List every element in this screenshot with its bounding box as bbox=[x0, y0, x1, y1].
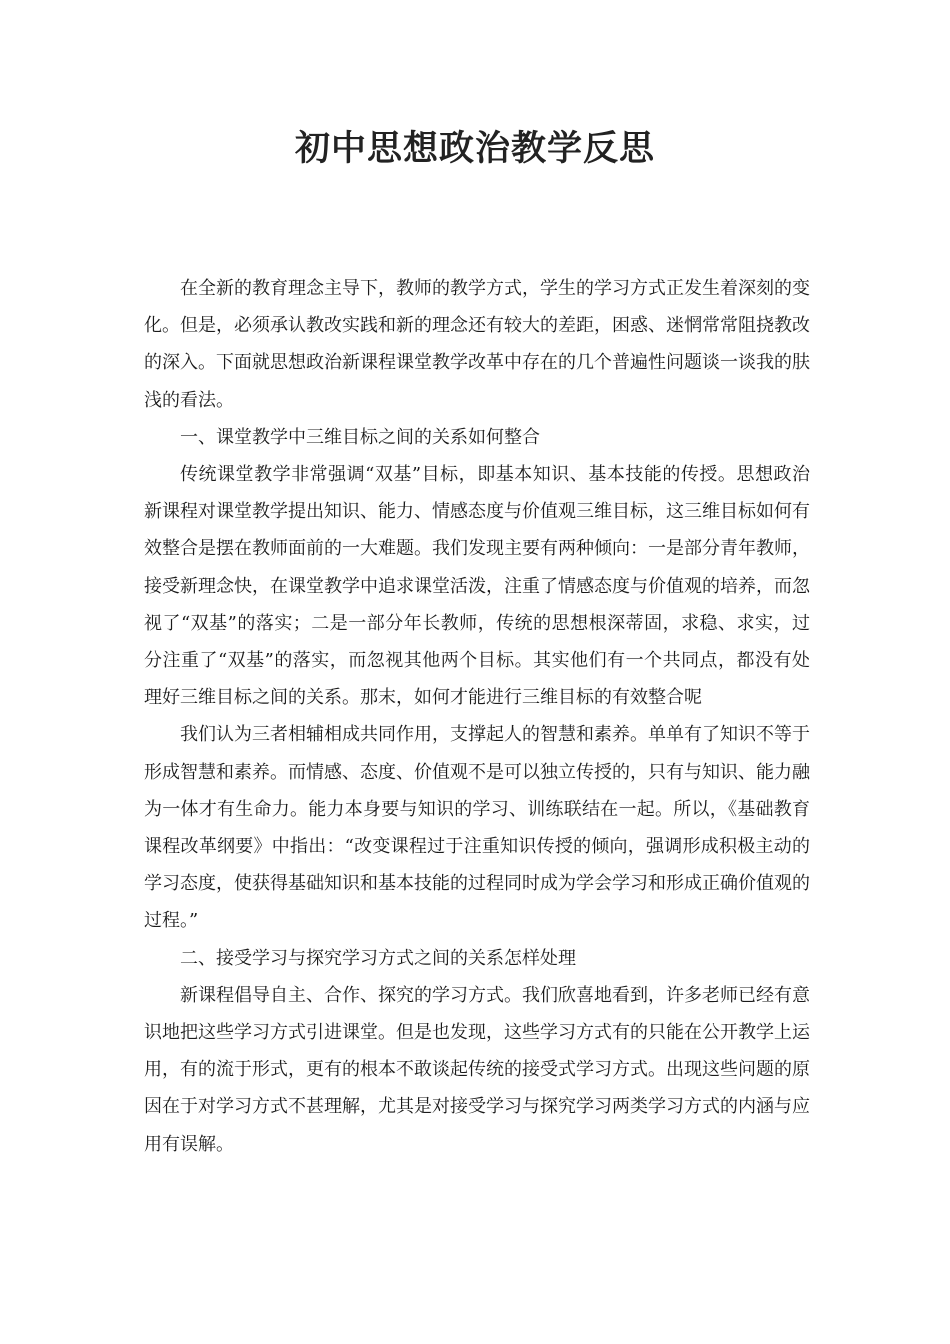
paragraph-section-1-a: 传统课堂教学非常强调“双基”目标，即基本知识、基本技能的传授。思想政治新课程对课堂教学提出知识、能力、情感态度与价值观三维目标，这三维目标如何有效整合是摆在教师面前的一大难题。我们发现主要有两种倾向：一是部分青年教师，接受新理念快，在课堂教学中追求课堂活泼，注重了情感态度与价值观的培养，而忽视了“双基”的落实；二是一部分年长教师，传统的思想根深蒂固，求稳、求实，过分注重了“双基”的落实，而忽视其他两个目标。其实他们有一个共同点，都没有处理好三维目标之间的关系。那末，如何才能进行三维目标的有效整合呢 bbox=[144, 464, 810, 709]
paragraph-intro: 在全新的教育理念主导下，教师的教学方式，学生的学习方式正发生着深刻的变化。但是，必须承认教改实践和新的理念还有较大的差距，困惑、迷惘常常阻挠教改的深入。下面就思想政治新课程课堂教学改革中存在的几个普遍性问题谈一谈我的肤浅的看法。 bbox=[144, 278, 810, 411]
document-title: 初中思想政治教学反思 bbox=[294, 128, 655, 169]
paragraph-section-2-a: 新课程倡导自主、合作、探究的学习方式。我们欣喜地看到，许多老师已经有意识地把这些学习方式引进课堂。但是也发现，这些学习方式有的只能在公开教学上运用，有的流于形式，更有的根本不敢谈起传统的接受式学习方式。出现这些问题的原因在于对学习方式不甚理解，尤其是对接受学习与探究学习两类学习方式的内涵与应用有误解。 bbox=[144, 984, 810, 1155]
section-heading-2: 二、接受学习与探究学习方式之间的关系怎样处理 bbox=[180, 947, 576, 969]
section-heading-1: 一、课堂教学中三维目标之间的关系如何整合 bbox=[180, 426, 540, 448]
paragraph-section-1-b: 我们认为三者相辅相成共同作用，支撑起人的智慧和素养。单单有了知识不等于形成智慧和素养。而情感、态度、价值观不是可以独立传授的，只有与知识、能力融为一体才有生命力。能力本身要与知识的学习、训练联结在一起。所以，《基础教育课程改革纲要》中指出：“改变课程过于注重知识传授的倾向，强调形成积极主动的学习态度，使获得基础知识和基本技能的过程同时成为学会学习和形成正确价值观的过程。” bbox=[144, 724, 810, 932]
document-body bbox=[144, 270, 810, 1163]
